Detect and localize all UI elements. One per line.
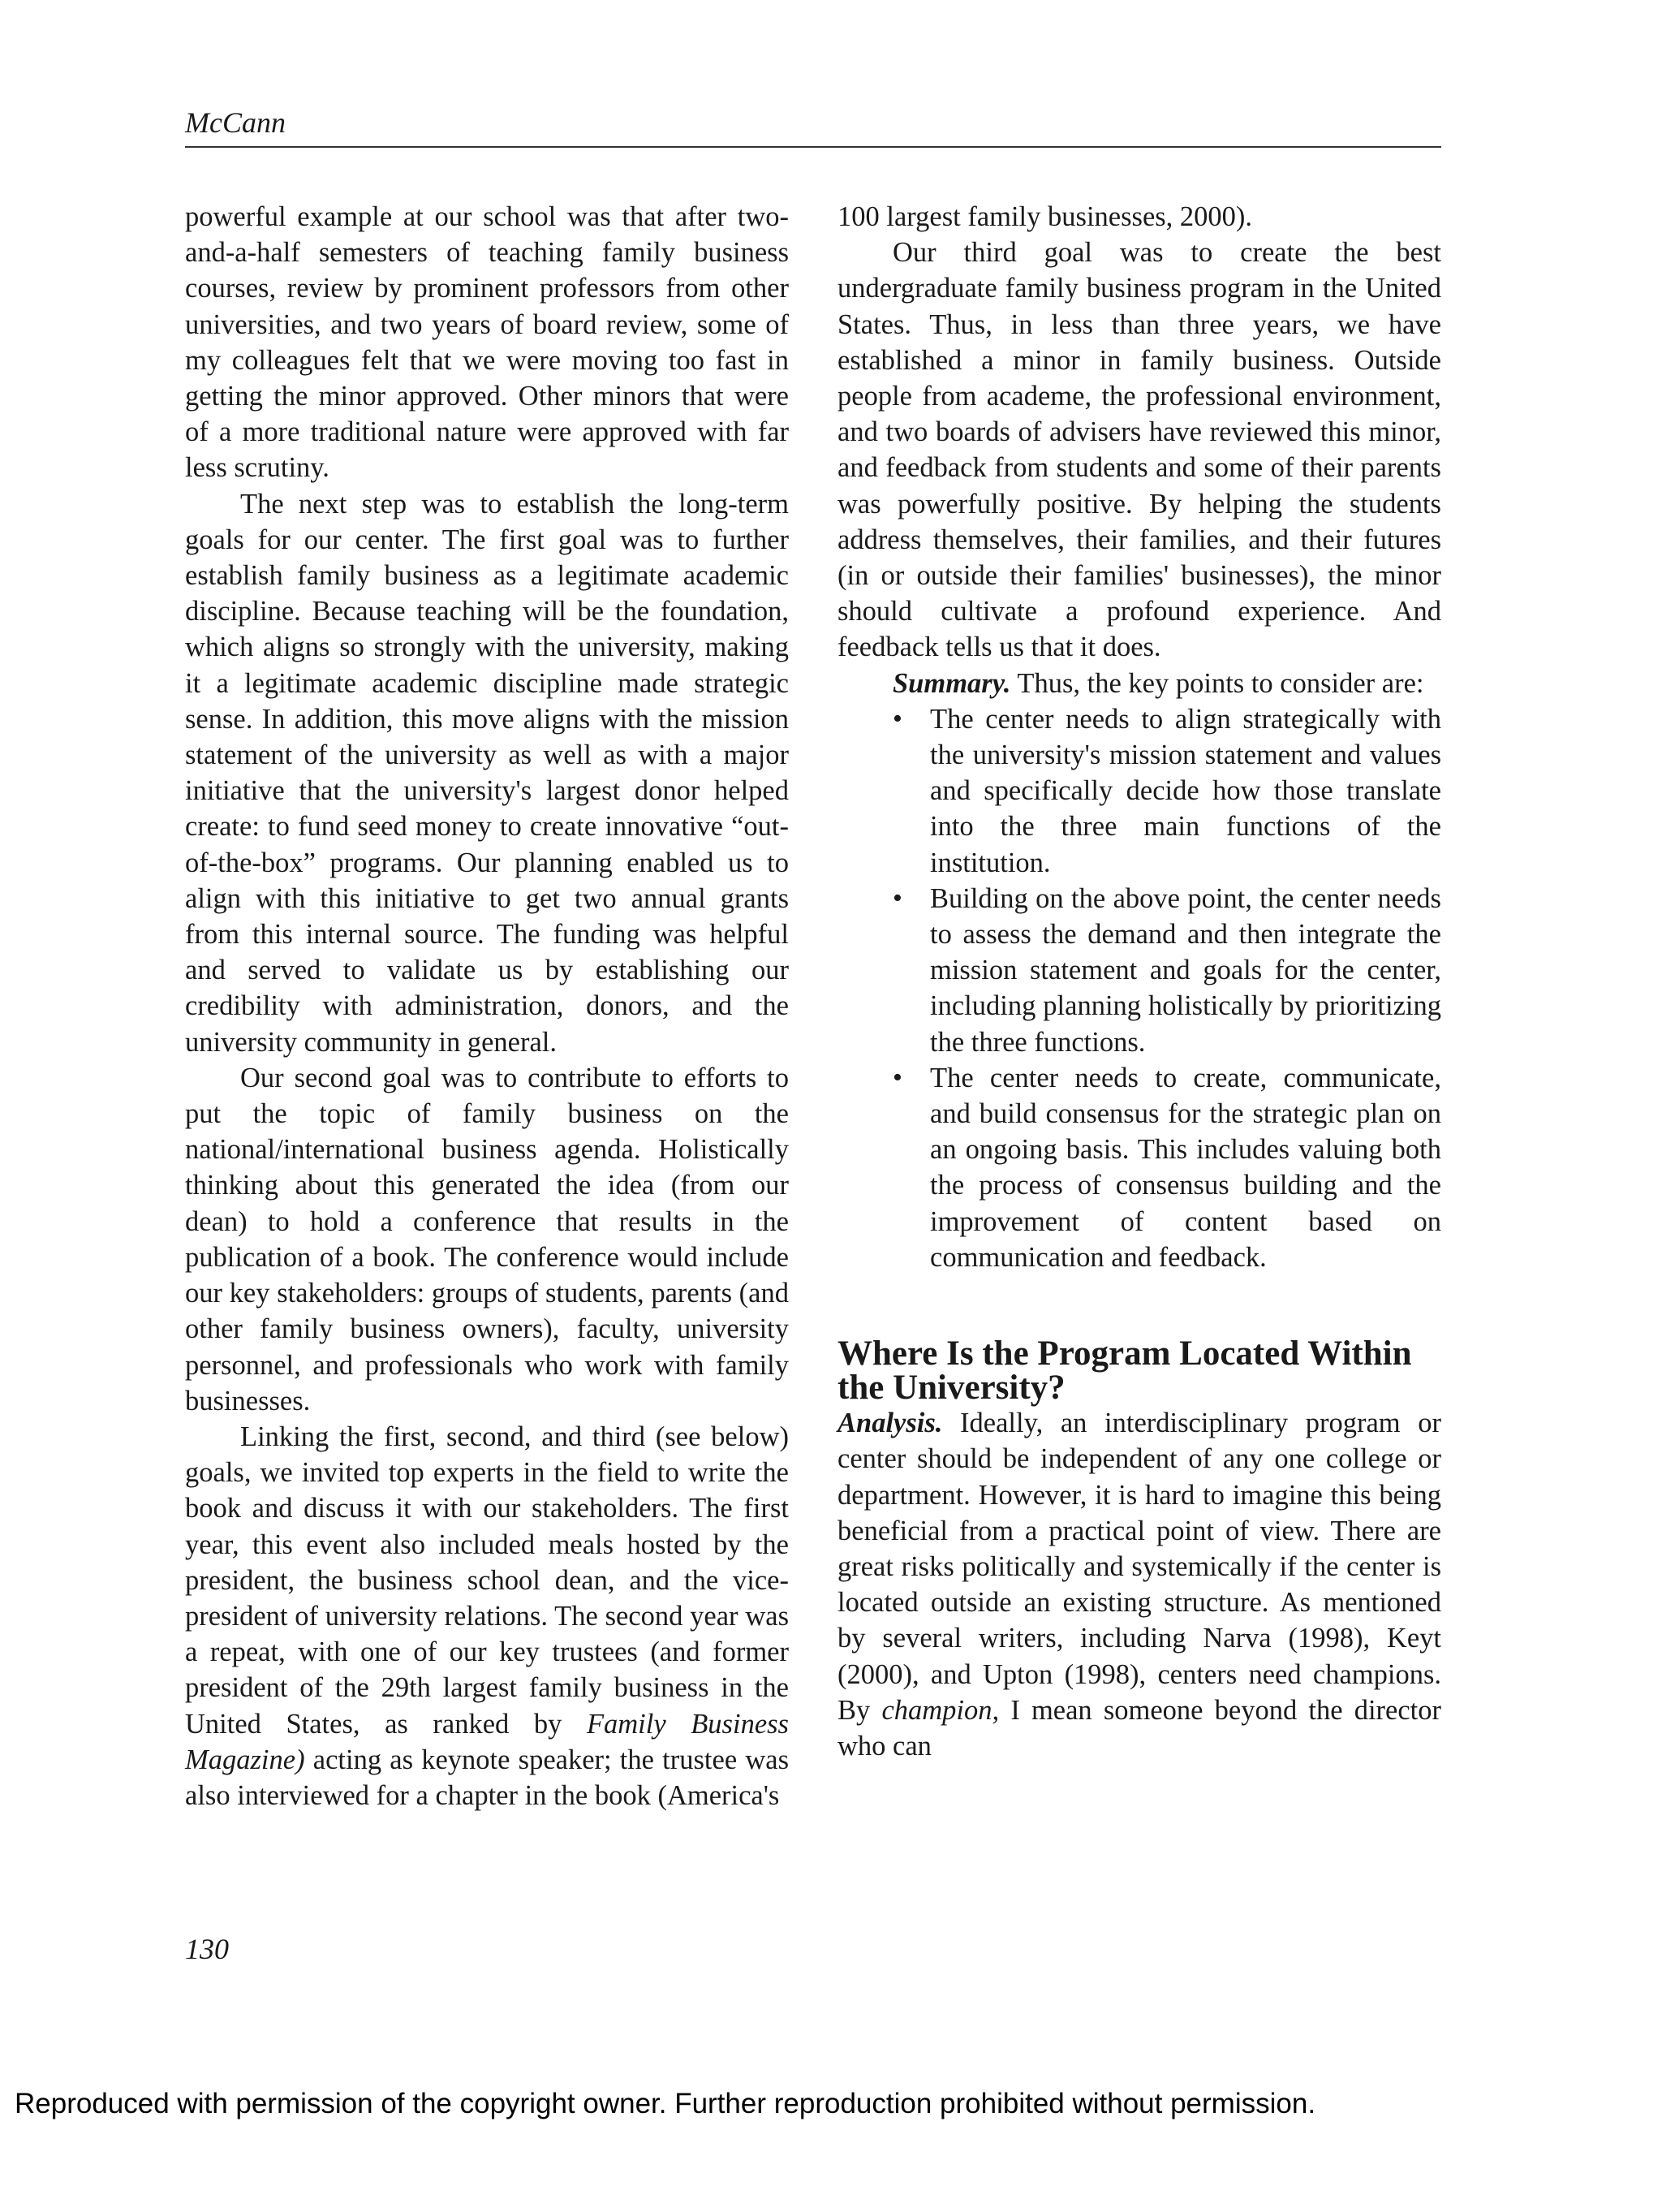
- list-item-text: Building on the above point, the center needs to assess the demand and then integrate the mission statement and goals for the center, including planning holistically by prioritizing the three functions.: [930, 882, 1441, 1058]
- bullet-icon: •: [893, 1062, 902, 1093]
- analysis-text-a: Ideally, an interdisciplinary program or center should be independent of any one college or department. However, it is hard to imagine this being beneficial from a practical point of view. There are great risks politically and systemically if the center is located outside an existing structure. As mentioned by several writers, including Narva (1998), Keyt (2000), and Upton (1998), centers need champions. By: [837, 1408, 1441, 1726]
- analysis-paragraph: [837, 1405, 1441, 1764]
- copyright-notice: Reproduced with permission of the copyright owner. Further reproduction prohibited without permission.: [15, 2088, 1316, 2119]
- right-paragraph-2: Our third goal was to create the best undergraduate family business program in the United States. Thus, in less than three years, we have established a minor in family business. Outside people from academe, the professional environment, and two boards of advisers have reviewed this minor, and feedback from students and some of their parents was powerfully positive. By helping the students address themselves, their families, and their futures (in or outside their families' businesses), the minor should cultivate a profound experience. And feedback tells us that it does.: [837, 237, 1441, 663]
- analysis-text-b: I mean someone beyond the director who can: [837, 1694, 1441, 1761]
- key-points-list: [837, 701, 1441, 1275]
- left-column: [185, 199, 789, 1813]
- left-paragraph-1: powerful example at our school was that after two-and-a-half semesters of teaching family business courses, review by prominent professors from other universities, and two years of board review, some of my colleagues felt that we were moving too fast in getting the minor approved. Other minors that were of a more traditional nature were approved with far less scrutiny.: [185, 201, 789, 484]
- header-rule: [185, 146, 1441, 148]
- bullet-icon: •: [893, 703, 902, 734]
- left-paragraph-3: Our second goal was to contribute to efforts to put the topic of family business on the national/international business agenda. Holistically thinking about this generated the idea (from our dean) to hold a conference that results in the publication of a book. The conference would include our key stakeholders: groups of students, parents (and other family business owners), faculty, university personnel, and professionals who work with family businesses.: [185, 1062, 789, 1416]
- page-number: 130: [185, 1933, 229, 1965]
- right-paragraph-1: 100 largest family businesses, 2000).: [837, 201, 1253, 232]
- list-item: [893, 881, 1441, 1060]
- left-paragraph-4: [185, 1419, 789, 1813]
- list-item: [893, 1060, 1441, 1275]
- summary-label: Summary.: [893, 667, 1011, 699]
- section-heading: Where Is the Program Located Within the University?: [837, 1335, 1412, 1408]
- list-item: [893, 701, 1441, 881]
- right-column: [837, 199, 1441, 1764]
- summary-paragraph: [837, 666, 1441, 701]
- left-paragraph-4-part-a: Linking the first, second, and third (see below) goals, we invited top experts in the field to write the book and discuss it with our stakeholders. The first year, this event also included meals hosted by the president, the business school dean, and the vice-president of university relations. The second year was a repeat, with one of our key trustees (and former president of the 29th largest family business in the United States, as ranked by: [185, 1421, 789, 1740]
- left-paragraph-2: The next step was to establish the long-term goals for our center. The first goal was to further establish family business as a legitimate academic discipline. Because teaching will be the foundation, which aligns so strongly with the university, making it a legitimate academic discipline made strategic sense. In addition, this move aligns with the mission statement of the university as well as with a major initiative that the university's largest donor helped create: to fund seed money to create innovative “out-of-the-box” programs. Our planning enabled us to align with this initiative to get two annual grants from this internal source. The funding was helpful and served to validate us by establishing our credibility with administration, donors, and the university community in general.: [185, 488, 789, 1058]
- list-item-text: The center needs to create, communicate, and build consensus for the strategic plan on an ongoing basis. This includes valuing both the process of consensus building and the improvement of content based on communication and feedback.: [930, 1062, 1441, 1273]
- list-item-text: The center needs to align strategically with the university's mission statement and values and specifically decide how those translate into the three main functions of the institution.: [930, 703, 1441, 878]
- running-head: McCann: [185, 106, 286, 139]
- magazine-title: Family Business Magazine): [185, 1708, 789, 1775]
- summary-text: Thus, the key points to consider are:: [1010, 667, 1424, 699]
- bullet-icon: •: [893, 882, 902, 913]
- left-paragraph-4-part-b: acting as keynote speaker; the trustee was also interviewed for a chapter in the book (America's: [185, 1744, 789, 1811]
- analysis-label: Analysis.: [837, 1408, 943, 1439]
- champion-term: champion,: [881, 1694, 1000, 1726]
